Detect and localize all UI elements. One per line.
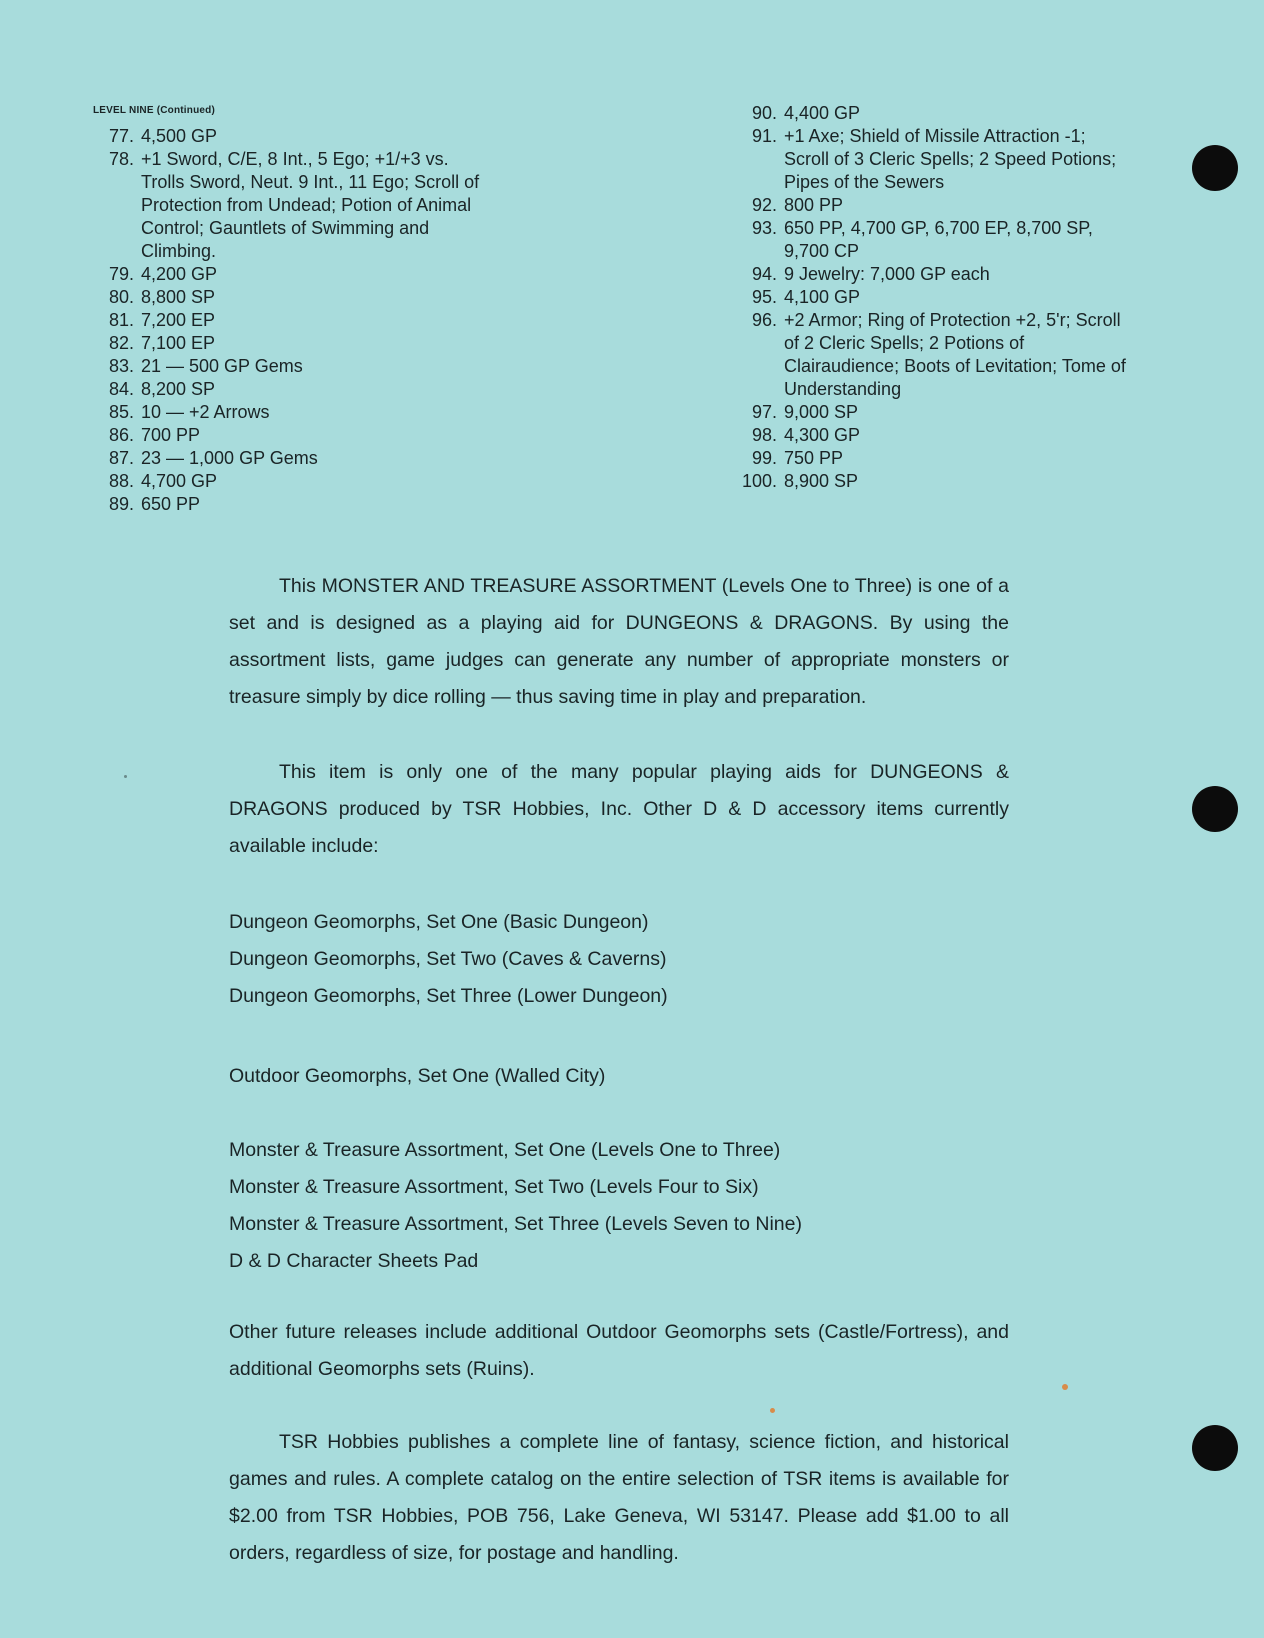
treasure-list-item <box>736 102 1126 125</box>
product-list-assortments <box>229 1132 802 1280</box>
item-number: 98. <box>751 425 777 445</box>
catalog-paragraph: TSR Hobbies publishes a complete line of fantasy, science fiction, and historical games and rules. A complete catalog on the entire selection of TSR items is available for $2.00 from TSR Hobbies, POB 756, Lake Geneva, WI 53147. Please add $1.00 to all orders, regardless of size, for postage and handling. <box>229 1431 1009 1564</box>
product-item: D & D Character Sheets Pad <box>229 1250 479 1272</box>
item-text: 700 PP <box>141 425 201 445</box>
product-item: Outdoor Geomorphs, Set One (Walled City) <box>229 1065 606 1087</box>
item-number: 92. <box>751 195 777 215</box>
treasure-list-item <box>93 148 493 263</box>
section-heading: LEVEL NINE (Continued) <box>93 105 215 116</box>
treasure-list-item <box>93 424 493 447</box>
item-number: 89. <box>108 494 134 514</box>
item-number: 88. <box>108 471 134 491</box>
treasure-list-item <box>93 378 493 401</box>
treasure-list-right <box>736 102 1126 493</box>
item-text: 4,300 GP <box>784 425 861 445</box>
item-text: 650 PP <box>141 494 201 514</box>
paper-speck <box>770 1408 775 1413</box>
item-number: 93. <box>751 218 777 238</box>
treasure-list-item <box>736 447 1126 470</box>
treasure-list-item <box>93 309 493 332</box>
item-text: 4,200 GP <box>141 264 218 284</box>
item-text: +1 Axe; Shield of Missile Attraction -1; Scroll of 3 Cleric Spells; 2 Speed Potions; Pipes of the Sewers <box>784 126 1117 192</box>
item-text: 650 PP, 4,700 GP, 6,700 EP, 8,700 SP, 9,700 CP <box>784 218 1093 261</box>
item-text: 10 — +2 Arrows <box>141 402 270 422</box>
item-number: 100. <box>741 471 777 491</box>
item-number: 91. <box>751 126 777 146</box>
product-item: Monster & Treasure Assortment, Set One (Levels One to Three) <box>229 1139 781 1161</box>
item-number: 87. <box>108 448 134 468</box>
item-text: 9,000 SP <box>784 402 859 422</box>
item-text: 7,200 EP <box>141 310 216 330</box>
future-releases-paragraph: Other future releases include additional Outdoor Geomorphs sets (Castle/Fortress), and additional Geomorphs sets (Ruins). <box>229 1321 1009 1380</box>
paper-speck <box>1062 1384 1068 1390</box>
treasure-list-item <box>736 125 1126 194</box>
intro-paragraph: This MONSTER AND TREASURE ASSORTMENT (Levels One to Three) is one of a set and is designed as a playing aid for DUNGEONS & DRAGONS. By using the assortment lists, game judges can generate any number of appropriate monsters or treasure simply by dice rolling — thus saving time in play and preparation. <box>229 575 1009 708</box>
item-number: 97. <box>751 402 777 422</box>
product-item: Monster & Treasure Assortment, Set Three (Levels Seven to Nine) <box>229 1213 802 1235</box>
item-text: 4,500 GP <box>141 126 218 146</box>
treasure-list-item <box>736 286 1126 309</box>
treasure-list-item <box>93 263 493 286</box>
treasure-list-item <box>93 332 493 355</box>
product-item: Dungeon Geomorphs, Set Two (Caves & Caverns) <box>229 948 667 970</box>
item-text: 9 Jewelry: 7,000 GP each <box>784 264 990 284</box>
item-number: 81. <box>108 310 134 330</box>
product-item: Dungeon Geomorphs, Set Three (Lower Dungeon) <box>229 985 668 1007</box>
item-text: 23 — 1,000 GP Gems <box>141 448 318 468</box>
item-number: 95. <box>751 287 777 307</box>
item-text: 21 — 500 GP Gems <box>141 356 303 376</box>
item-text: 4,700 GP <box>141 471 218 491</box>
item-number: 79. <box>108 264 134 284</box>
treasure-list-item <box>736 217 1126 263</box>
item-number: 99. <box>751 448 777 468</box>
item-text: +1 Sword, C/E, 8 Int., 5 Ego; +1/+3 vs. Trolls Sword, Neut. 9 Int., 11 Ego; Scroll of Protection from Undead; Potion of Animal Control; Gauntlets of Swimming and Climbing. <box>141 149 480 261</box>
punch-hole-bottom <box>1192 1425 1238 1471</box>
treasure-list-item <box>736 194 1126 217</box>
item-text: 4,400 GP <box>784 103 861 123</box>
item-text: 8,800 SP <box>141 287 216 307</box>
item-number: 84. <box>108 379 134 399</box>
paper-speck <box>124 775 127 778</box>
item-number: 77. <box>108 126 134 146</box>
item-text: 7,100 EP <box>141 333 216 353</box>
product-list-dungeon-geomorphs <box>229 904 668 1015</box>
item-text: 8,900 SP <box>784 471 859 491</box>
product-list-outdoor-geomorphs <box>229 1058 605 1095</box>
item-text: 800 PP <box>784 195 844 215</box>
item-number: 80. <box>108 287 134 307</box>
treasure-list-item <box>93 401 493 424</box>
item-text: 4,100 GP <box>784 287 861 307</box>
treasure-list-item <box>93 286 493 309</box>
product-item: Dungeon Geomorphs, Set One (Basic Dungeon) <box>229 911 649 933</box>
item-text: +2 Armor; Ring of Protection +2, 5'r; Scroll of 2 Cleric Spells; 2 Potions of Clairaudience; Boots of Levitation; Tome of Understanding <box>784 310 1126 399</box>
punch-hole-middle <box>1192 786 1238 832</box>
treasure-list-item <box>736 309 1126 401</box>
item-number: 86. <box>108 425 134 445</box>
treasure-list-item <box>93 125 493 148</box>
treasure-list-item <box>93 447 493 470</box>
item-number: 78. <box>108 149 134 169</box>
treasure-list-item <box>736 424 1126 447</box>
item-number: 82. <box>108 333 134 353</box>
accessories-paragraph: This item is only one of the many popular playing aids for DUNGEONS & DRAGONS produced by TSR Hobbies, Inc. Other D & D accessory items currently available include: <box>229 761 1009 857</box>
treasure-list-item <box>93 493 493 516</box>
product-item: Monster & Treasure Assortment, Set Two (Levels Four to Six) <box>229 1176 759 1198</box>
treasure-list-item <box>736 401 1126 424</box>
item-number: 85. <box>108 402 134 422</box>
treasure-list-left <box>93 125 493 516</box>
item-number: 96. <box>751 310 777 330</box>
item-number: 83. <box>108 356 134 376</box>
treasure-list-item <box>736 263 1126 286</box>
punch-hole-top <box>1192 145 1238 191</box>
item-text: 750 PP <box>784 448 844 468</box>
item-number: 90. <box>751 103 777 123</box>
treasure-list-item <box>736 470 1126 493</box>
item-text: 8,200 SP <box>141 379 216 399</box>
treasure-list-item <box>93 470 493 493</box>
treasure-list-item <box>93 355 493 378</box>
item-number: 94. <box>751 264 777 284</box>
